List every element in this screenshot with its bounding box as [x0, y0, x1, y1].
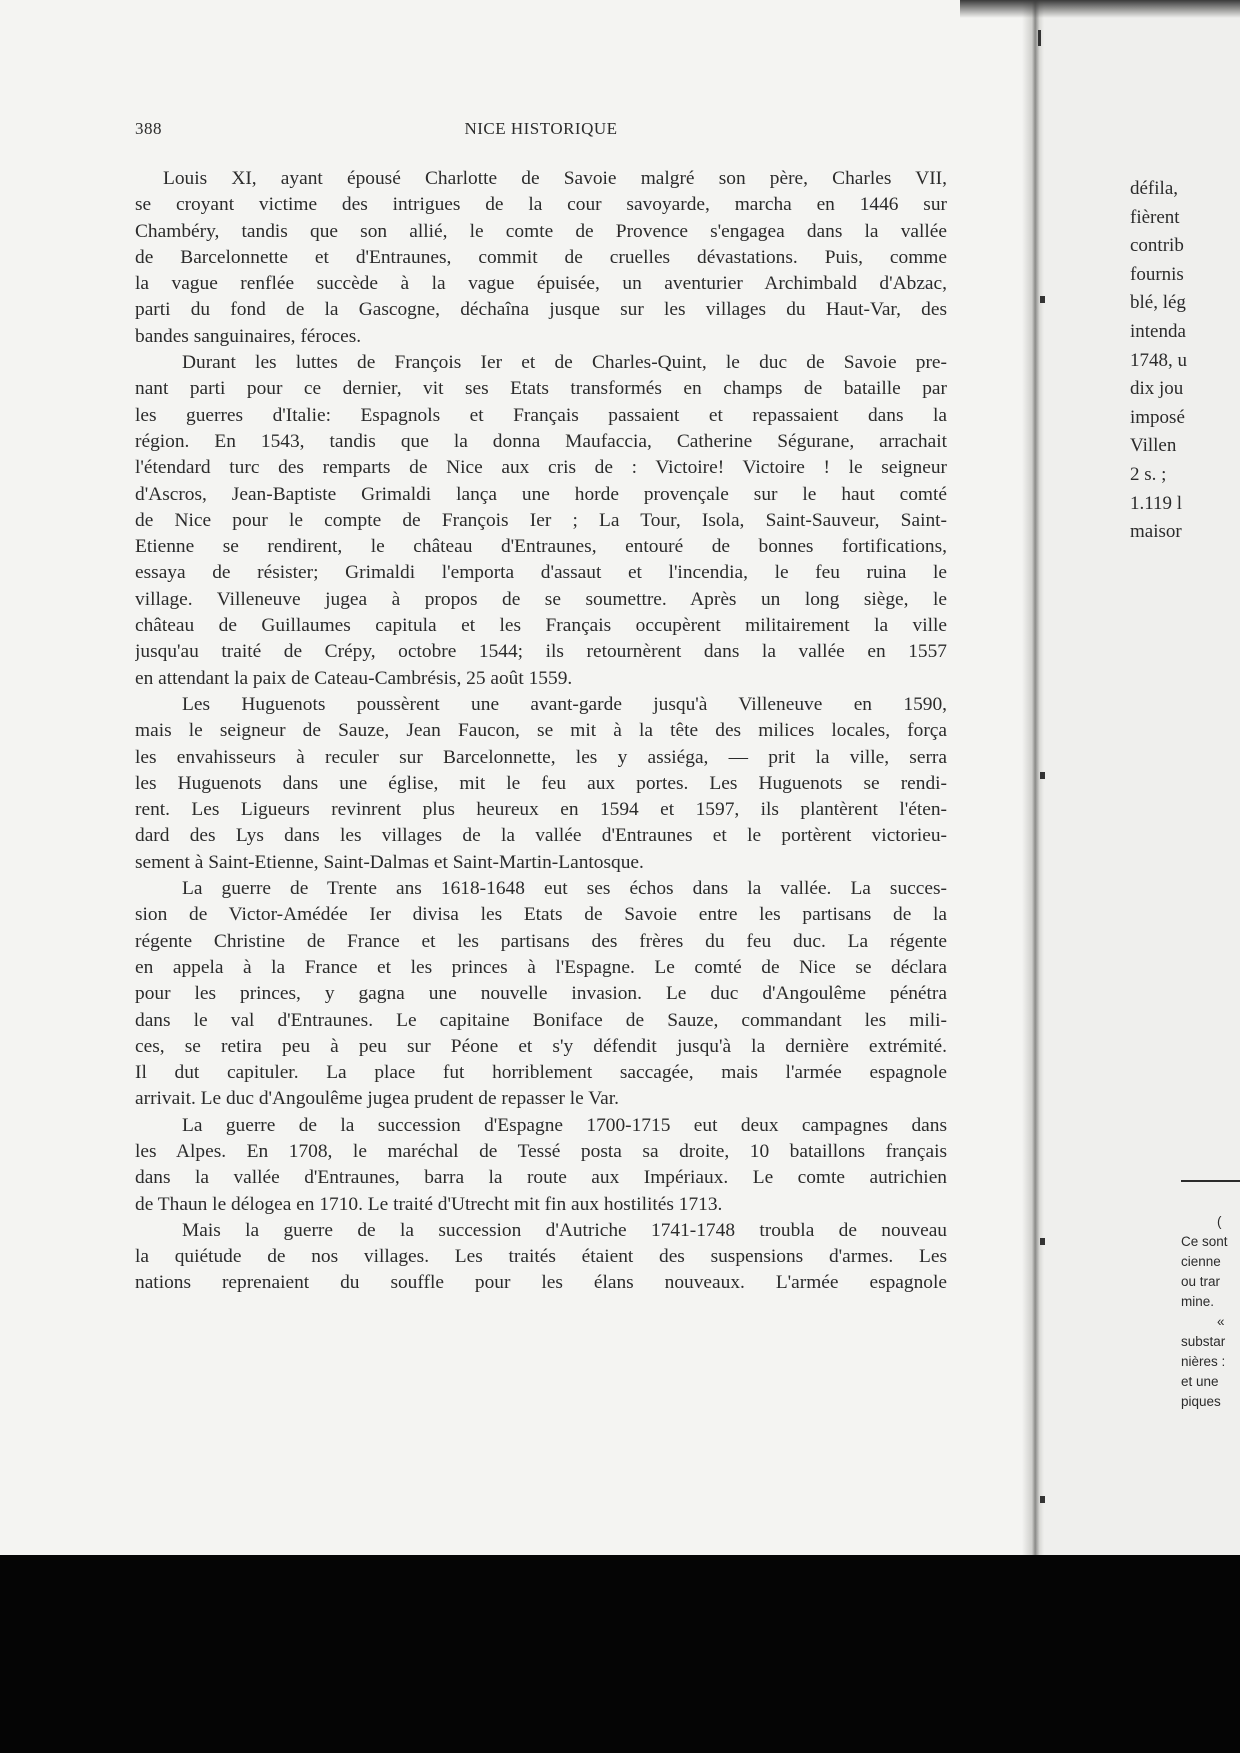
right-page-footnotes: [1181, 1212, 1240, 1412]
body-text: [135, 166, 947, 1297]
text-line: essaya de résister; Grimaldi l'emporta d'assaut et l'incendia, le feu ruina le: [135, 562, 947, 584]
text-line: dard des Lys dans les villages de la vallée d'Entraunes et le portèrent victorieu-: [135, 825, 947, 847]
text-line: Mais la guerre de la succession d'Autriche 1741-1748 troubla de nouveau: [182, 1219, 947, 1241]
text-line: pour les princes, y gagna une nouvelle invasion. Le duc d'Angoulême pénétra: [135, 983, 947, 1005]
text-line: sion de Victor-Amédée Ier divisa les Etats de Savoie entre les partisans de la: [135, 904, 947, 926]
binding-mark: [1038, 30, 1041, 46]
binding-mark: [1040, 772, 1045, 779]
text-line: Chambéry, tandis que son allié, le comte de Provence s'engagea dans la vallée: [135, 220, 947, 242]
right-page-line: maisor: [1130, 521, 1182, 543]
text-line: ces, se retira peu à peu sur Péone et s'y défendit jusqu'à la dernière extrémité.: [135, 1035, 947, 1057]
right-page-line: intenda: [1130, 320, 1186, 342]
text-line: de Nice pour le compte de François Ier ; La Tour, Isola, Saint-Sauveur, Saint-: [135, 509, 947, 531]
binding-mark: [1040, 296, 1045, 303]
right-page-line: fièrent: [1130, 206, 1180, 228]
text-line: les guerres d'Italie: Espagnols et Français passaient et repassaient dans la: [135, 404, 947, 426]
footnote-line: «: [1217, 1314, 1225, 1329]
text-line: Durant les luttes de François Ier et de Charles-Quint, le duc de Savoie pre-: [182, 352, 947, 374]
text-line: Louis XI, ayant épousé Charlotte de Savoie malgré son père, Charles VII,: [163, 168, 947, 189]
text-line: Etienne se rendirent, le château d'Entraunes, entouré de bonnes fortifications,: [135, 536, 947, 558]
footnote-rule: [1181, 1180, 1240, 1182]
text-line: village. Villeneuve jugea à propos de se soumettre. Après un long siège, le: [135, 588, 947, 610]
text-line: l'étendard turc des remparts de Nice aux cris de : Victoire! Victoire ! le seigneur: [135, 457, 947, 479]
text-line: dans la vallée d'Entraunes, barra la route aux Impériaux. Le comte autrichien: [135, 1167, 947, 1189]
text-line: de Thaun le délogea en 1710. Le traité d'Utrecht mit fin aux hostilités 1713.: [135, 1193, 723, 1215]
right-page-text: [1130, 175, 1240, 547]
text-line: de Barcelonnette et d'Entraunes, commit de cruelles dévastations. Puis, comme: [135, 246, 947, 268]
footnote-line: nières :: [1181, 1354, 1226, 1369]
right-page-line: contrib: [1130, 235, 1184, 257]
footnote-line: substar: [1181, 1334, 1226, 1349]
page-edge-shadow: [960, 0, 1240, 18]
text-line: les Alpes. En 1708, le maréchal de Tessé posta sa droite, 10 bataillons français: [135, 1140, 947, 1162]
text-line: en attendant la paix de Cateau-Cambrésis, 25 août 1559.: [135, 667, 573, 689]
right-page-line: 2 s. ;: [1130, 463, 1167, 485]
running-title: NICE HISTORIQUE: [464, 119, 618, 138]
binding-mark: [1040, 1496, 1045, 1503]
text-line: nant parti pour ce dernier, vit ses Etats transformés en champs de bataille par: [135, 378, 947, 400]
right-page-line: Villen: [1130, 435, 1177, 457]
text-line: rent. Les Ligueurs revinrent plus heureux en 1594 et 1597, ils plantèrent l'éten-: [135, 799, 947, 821]
text-line: la vague renflée succède à la vague épuisée, un aventurier Archimbald d'Abzac,: [135, 273, 947, 295]
right-page-line: blé, lég: [1130, 292, 1186, 314]
text-line: la quiétude de nos villages. Les traités étaient des suspensions d'armes. Les: [135, 1246, 947, 1268]
text-line: sement à Saint-Etienne, Saint-Dalmas et Saint-Martin-Lantosque.: [135, 851, 644, 873]
footnote-line: Ce sont: [1181, 1234, 1228, 1249]
text-line: d'Ascros, Jean-Baptiste Grimaldi lança une horde provençale sur le haut comté: [135, 483, 947, 505]
text-line: les Huguenots dans une église, mit le feu aux portes. Les Huguenots se rendi-: [135, 772, 947, 794]
text-line: bandes sanguinaires, féroces.: [135, 325, 362, 347]
right-page-line: dix jou: [1130, 378, 1184, 400]
footnote-line: mine.: [1181, 1294, 1215, 1309]
right-page-line: fournis: [1130, 263, 1184, 285]
footnote-line: et une: [1181, 1374, 1219, 1389]
footnote-line: piques: [1181, 1394, 1221, 1409]
text-line: les envahisseurs à reculer sur Barcelonnette, les y assiéga, — prit la ville, serra: [135, 746, 947, 768]
text-line: région. En 1543, tandis que la donna Maufaccia, Catherine Ségurane, arrachait: [135, 430, 947, 452]
right-page-line: imposé: [1130, 406, 1185, 428]
text-line: La guerre de la succession d'Espagne 1700-1715 eut deux campagnes dans: [182, 1114, 947, 1136]
text-line: nations reprenaient du souffle pour les élans nouveaux. L'armée espagnole: [135, 1272, 947, 1294]
text-line: mais le seigneur de Sauze, Jean Faucon, se mit à la tête des milices locales, força: [135, 720, 947, 742]
page-number: 388: [135, 119, 162, 138]
text-line: jusqu'au traité de Crépy, octobre 1544; ils retournèrent dans la vallée en 1557: [135, 641, 947, 663]
text-line: parti du fond de la Gascogne, déchaîna jusque sur les villages du Haut-Var, des: [135, 299, 947, 321]
text-line: Les Huguenots poussèrent une avant-garde jusqu'à Villeneuve en 1590,: [182, 693, 947, 715]
right-page-line: 1748, u: [1130, 349, 1187, 371]
binding-mark: [1040, 1238, 1045, 1245]
text-line: arrivait. Le duc d'Angoulême jugea prudent de repasser le Var.: [135, 1088, 619, 1110]
text-line: Il dut capituler. La place fut horriblement saccagée, mais l'armée espagnole: [135, 1062, 947, 1084]
text-line: en appela à la France et les princes à l'Espagne. Le comté de Nice se déclara: [135, 956, 947, 978]
footnote-line: (: [1217, 1214, 1222, 1229]
scan-background: [0, 1555, 1240, 1753]
text-line: se croyant victime des intrigues de la cour savoyarde, marcha en 1446 sur: [135, 194, 947, 216]
text-line: régente Christine de France et les partisans des frères du feu duc. La régente: [135, 930, 947, 952]
footnote-line: cienne: [1181, 1254, 1221, 1269]
footnote-line: ou trar: [1181, 1274, 1221, 1289]
right-page-line: 1.119 l: [1130, 492, 1183, 514]
text-line: dans le val d'Entraunes. Le capitaine Boniface de Sauze, commandant les mili-: [135, 1009, 947, 1031]
right-page-line: défila,: [1130, 178, 1179, 199]
page-header: [135, 119, 947, 143]
text-line: La guerre de Trente ans 1618-1648 eut ses échos dans la vallée. La succes-: [182, 878, 947, 900]
text-line: château de Guillaumes capitula et les Français occupèrent militairement la ville: [135, 615, 947, 637]
